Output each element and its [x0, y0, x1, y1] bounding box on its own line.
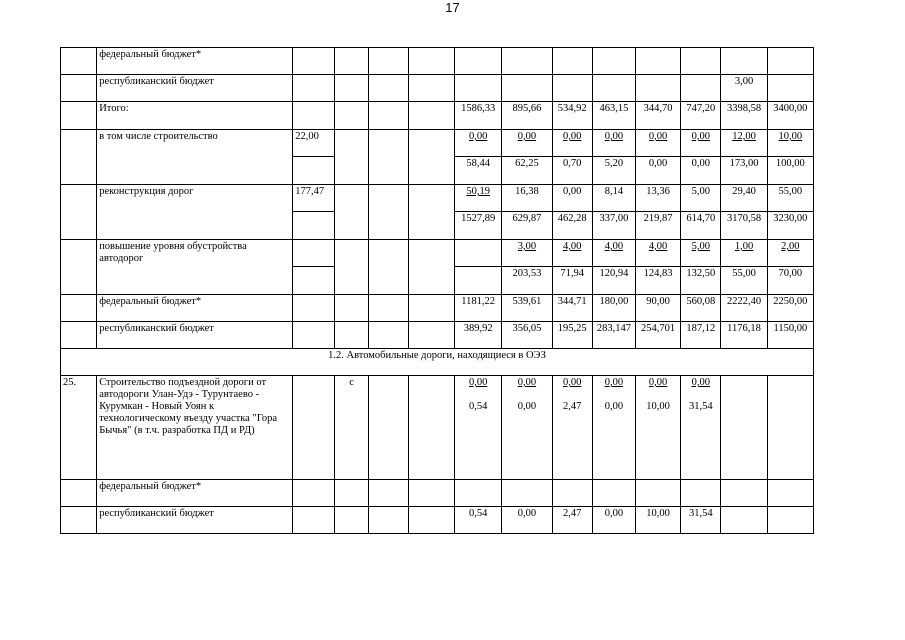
cell: 173,00 [721, 157, 767, 185]
row-name: Строительство подъездной дороги от автодороги Улан-Удэ - Турунтаево - Курумкан - Новый Уоян к технологическому въезду участка "Гора Бычья" (в т.ч. разработка ПД и РД) [97, 376, 293, 480]
row-name: республиканский бюджет [97, 322, 293, 349]
table-row [61, 75, 814, 102]
cell: 5,00 [681, 185, 721, 212]
cell: 90,00 [635, 295, 680, 322]
row-name: федеральный бюджет* [97, 480, 293, 507]
cell: 1181,22 [455, 295, 502, 322]
cell: 389,92 [455, 322, 502, 349]
cell: 62,25 [502, 157, 552, 185]
cell: 895,66 [502, 102, 552, 130]
cell: 187,12 [681, 322, 721, 349]
table-row [61, 507, 814, 534]
cell: 0,54 [455, 507, 502, 534]
cell: 0,00 [552, 130, 592, 157]
cell: 0,00 [648, 377, 668, 388]
row-name: повышение уровня обустройства автодорог [97, 240, 293, 295]
table-row [61, 322, 814, 349]
cell: 344,71 [552, 295, 592, 322]
row-name: в том числе строительство [97, 130, 293, 185]
cell: 747,20 [681, 102, 721, 130]
cell: 254,701 [635, 322, 680, 349]
cell: 0,00 [604, 401, 624, 412]
cell: 124,83 [635, 267, 680, 295]
cell: 1586,33 [455, 102, 502, 130]
cell: 10,00 [767, 130, 813, 157]
cell: с [335, 376, 368, 480]
cell: 0,00 [455, 130, 502, 157]
row-name: Итого: [97, 102, 293, 130]
cell: 1176,18 [721, 322, 767, 349]
cell: 3170,58 [721, 212, 767, 240]
table-row [61, 295, 814, 322]
cell: 337,00 [592, 212, 635, 240]
cell: 22,00 [293, 130, 335, 157]
cell: 539,61 [502, 295, 552, 322]
cell: 203,53 [502, 267, 552, 295]
cell: 29,40 [721, 185, 767, 212]
section-title: 1.2. Автомобильные дороги, находящиеся в ОЭЗ [61, 349, 814, 376]
cell: 0,00 [592, 507, 635, 534]
cell: 356,05 [502, 322, 552, 349]
cell: 463,15 [592, 102, 635, 130]
cell: 629,87 [502, 212, 552, 240]
cell: 4,00 [592, 240, 635, 267]
cell: 2,47 [552, 507, 592, 534]
cell: 2222,40 [721, 295, 767, 322]
row-name: федеральный бюджет* [97, 295, 293, 322]
cell: 70,00 [767, 267, 813, 295]
cell: 71,94 [552, 267, 592, 295]
cell: 4,00 [552, 240, 592, 267]
cell: 1527,89 [455, 212, 502, 240]
cell: 4,00 [635, 240, 680, 267]
table-row [61, 48, 814, 75]
cell: 0,00 [517, 377, 537, 388]
cell: 0,00 [502, 507, 552, 534]
cell: 283,147 [592, 322, 635, 349]
cell: 8,14 [592, 185, 635, 212]
cell: 58,44 [455, 157, 502, 185]
cell: 100,00 [767, 157, 813, 185]
cell: 219,87 [635, 212, 680, 240]
cell: 195,25 [552, 322, 592, 349]
cell: 10,00 [635, 507, 680, 534]
cell: 31,54 [681, 507, 721, 534]
cell: 0,54 [468, 401, 488, 412]
table-row [61, 240, 814, 267]
cell: 5,00 [681, 240, 721, 267]
cell: 614,70 [681, 212, 721, 240]
cell: 0,00 [681, 130, 721, 157]
cell: 344,70 [635, 102, 680, 130]
cell: 3,00 [721, 75, 767, 102]
row-name: федеральный бюджет* [97, 48, 293, 75]
cell: 0,70 [552, 157, 592, 185]
cell: 0,00 [517, 401, 537, 412]
table-row [61, 376, 814, 480]
cell: 0,00 [562, 377, 582, 388]
cell: 16,38 [502, 185, 552, 212]
cell: 0,00 [502, 130, 552, 157]
cell: 31,54 [689, 401, 713, 412]
cell: 13,36 [635, 185, 680, 212]
cell: 120,94 [592, 267, 635, 295]
cell: 3400,00 [767, 102, 813, 130]
table-row [61, 102, 814, 130]
cell: 2250,00 [767, 295, 813, 322]
table-row [61, 480, 814, 507]
cell: 0,00 [604, 377, 624, 388]
row-name: республиканский бюджет [97, 75, 293, 102]
cell: 534,92 [552, 102, 592, 130]
cell: 5,20 [592, 157, 635, 185]
cell: 55,00 [721, 267, 767, 295]
budget-table [60, 47, 814, 534]
cell: 0,00 [681, 157, 721, 185]
page-number: 17 [445, 0, 460, 15]
cell: 55,00 [767, 185, 813, 212]
cell: 180,00 [592, 295, 635, 322]
row-name: республиканский бюджет [97, 507, 293, 534]
cell: 0,00 [635, 130, 680, 157]
cell: 2,47 [562, 401, 582, 412]
cell: 0,00 [691, 377, 710, 388]
cell: 1150,00 [767, 322, 813, 349]
cell: 2,00 [767, 240, 813, 267]
cell: 0,00 [635, 157, 680, 185]
table-row [61, 185, 814, 212]
cell: 132,50 [681, 267, 721, 295]
cell: 0,00 [552, 185, 592, 212]
cell: 462,28 [552, 212, 592, 240]
table-row [61, 130, 814, 157]
cell: 560,08 [681, 295, 721, 322]
cell: 3398,58 [721, 102, 767, 130]
cell: 12,00 [721, 130, 767, 157]
cell: 0,00 [468, 377, 488, 388]
row-number: 25. [61, 376, 97, 480]
cell: 10,00 [646, 401, 670, 412]
cell: 3230,00 [767, 212, 813, 240]
cell: 1,00 [721, 240, 767, 267]
cell: 50,19 [455, 185, 502, 212]
cell: 3,00 [502, 240, 552, 267]
section-row [61, 349, 814, 376]
row-name: реконструкция дорог [97, 185, 293, 240]
cell: 0,00 [592, 130, 635, 157]
cell: 177,47 [293, 185, 335, 212]
